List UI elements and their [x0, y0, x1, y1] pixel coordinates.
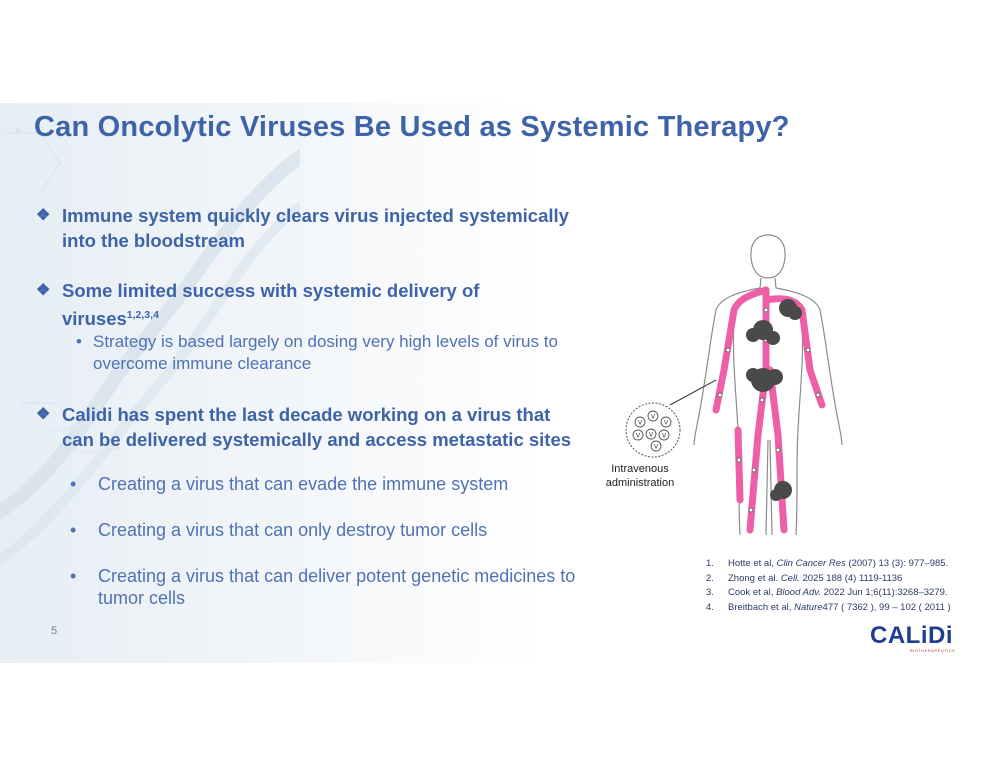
sub-bullet-dot: •: [70, 474, 77, 495]
bullet-content: [36, 203, 576, 609]
figure-label-intravenous: Intravenous: [611, 463, 669, 475]
bullet-calidi-decade: [36, 402, 576, 452]
diamond-bullet-icon: ❖: [36, 207, 51, 224]
logo-subtitle: BIOTHERAPEUTICS: [910, 648, 956, 653]
bullet-immune-clearance: [36, 203, 576, 253]
systemic-delivery-illustration: [598, 230, 848, 540]
reference-item: 3. Cook et al, Blood Adv. 2022 Jun 1;6(11):3268–3279.: [706, 587, 948, 598]
bullet-limited-success: [36, 278, 576, 331]
virus-letter: V: [637, 419, 643, 427]
virus-letter: V: [635, 432, 641, 440]
sub-bullet-dot: •: [76, 332, 82, 352]
virus-letter: V: [650, 413, 656, 421]
sub-bullet-destroy-tumor: [36, 519, 576, 541]
sub-bullet-text: Creating a virus that can deliver potent genetic medicines to tumor cells: [98, 566, 576, 609]
reference-item: 2. Zhong et al. Cell. 2025 188 (4) 1119-1136: [706, 572, 903, 584]
sub-bullet-dot: •: [70, 566, 77, 587]
virus-letter: V: [653, 443, 659, 451]
diamond-bullet-icon: ❖: [36, 406, 51, 424]
references-list: [706, 557, 951, 615]
sub-bullet-evade-immune: [36, 473, 576, 495]
logo-wordmark: CALiDi: [870, 622, 953, 649]
bullet-text: Immune system quickly clears virus injected systemically into the bloodstream: [62, 205, 569, 251]
virus-letter: V: [663, 419, 669, 427]
citation-superscript: 1,2,3,4: [126, 309, 159, 321]
sub-bullet-dot: •: [70, 520, 77, 541]
page-number: 5: [51, 625, 58, 637]
calidi-logo: [870, 622, 956, 653]
diamond-bullet-icon: ❖: [36, 282, 51, 299]
reference-item: 4. Breitbach et al, Nature477 ( 7362 ), 99 – 102 ( 2011 ): [706, 601, 951, 613]
sub-bullet-strategy: [36, 331, 576, 375]
sub-bullet-text: Creating a virus that can evade the immune system: [98, 474, 509, 495]
sub-bullet-text: Creating a virus that can only destroy tumor cells: [98, 520, 488, 541]
sub-bullet-text: Strategy is based largely on dosing very high levels of virus to overcome immune clearance: [93, 332, 558, 374]
slide-title: Can Oncolytic Viruses Be Used as Systemic Therapy?: [34, 111, 790, 143]
virus-letter: V: [661, 432, 667, 440]
sub-bullet-deliver-medicines: [36, 565, 576, 609]
figure-label-administration: administration: [605, 477, 675, 489]
virus-letter: V: [648, 431, 654, 439]
bullet-text: Calidi has spent the last decade working on a virus that can be delivered systemically and access metastatic sites: [62, 404, 572, 451]
bullet-text: Some limited success with systemic delivery of viruses: [62, 280, 480, 330]
reference-item: 1. Hotte et al, Clin Cancer Res (2007) 13 (3): 977–985.: [706, 558, 949, 569]
